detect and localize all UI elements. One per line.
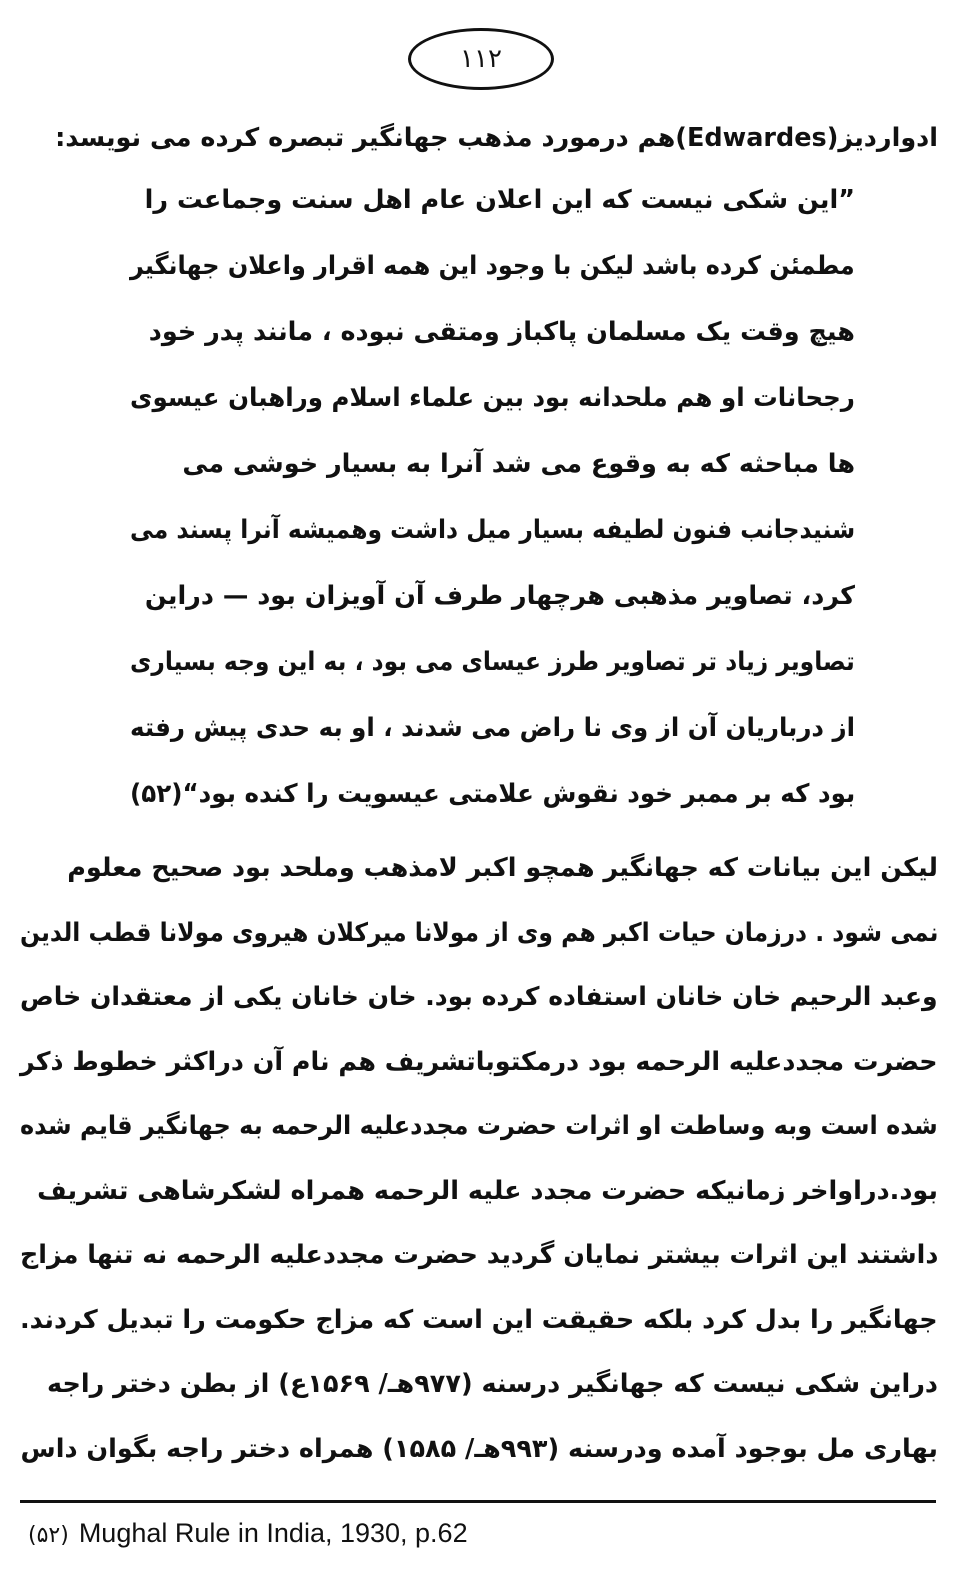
quoted-passage	[130, 180, 855, 840]
text-line: شنيدجانب فنون لطيفه بسيار ميل داشت وهميشه آنرا پسند مى	[129, 515, 855, 545]
text-line: ”اين شكى نيست كه اين اعلان عام اهل سنت وجماعت را	[144, 185, 855, 215]
footnote	[28, 1513, 468, 1553]
body-paragraphs	[20, 848, 938, 1498]
text-line: بود.دراواخر زمانيكه حضرت مجدد عليه الرحمه همراه لشكرشاهى تشريف	[37, 1175, 938, 1206]
text-line: رجحانات او هم ملحدانه بود بين علماء اسلام وراهبان عيسوى	[130, 383, 855, 413]
page-number: ۱۱۲	[408, 28, 554, 90]
text-line: شده است وبه وساطت او اثرات حضرت مجددعليه الرحمه به جهانگير قايم شده	[20, 1111, 938, 1141]
text-line: نمى شود . درزمان حيات اكبر هم وى از مولانا ميركلان هيروى مولانا قطب الدين	[19, 917, 938, 948]
text-line: دراين شكى نيست كه جهانگير درسنه (۹۷۷هـ/ ۱۵۶۹ع) از بطن دختر راجه	[47, 1369, 938, 1399]
text-line: وعبد الرحيم خان خانان استفاده كرده بود. خان خانان يكى از معتقدان خاص	[20, 982, 938, 1012]
text-line: ادوارديز(Edwardes)هم درمورد مذهب جهانگير تبصره كرده مى نويسد:	[55, 123, 938, 153]
text-line: ها مباحثه كه به وقوع مى شد آنرا به بسيار خوشى مى	[182, 449, 855, 479]
text-line: هيچ وقت يک مسلمان پاكباز ومتقى نبوده ، مانند پدر خود	[148, 317, 855, 347]
footnote-marker: (۵۲)	[28, 1523, 69, 1548]
text-line: كرد، تصاوير مذهبى هرچهار طرف آن آويزان بود — دراين	[144, 581, 855, 611]
text-line: مطمئن كرده باشد ليكن با وجود اين همه اقرار واعلان جهانگير	[130, 251, 855, 281]
text-line: جهانگير را بدل كرد بلكه حقيقت اين است كه مزاج حكومت را تبديل كردند.	[20, 1304, 938, 1335]
text-line: ليكن اين بيانات كه جهانگير همچو اكبر لامذهب وملحد بود صحيح معلوم	[67, 853, 938, 883]
text-line: تصاوير زياد تر تصاوير طرز عيساى مى بود ، به اين وجه بسيارى	[130, 647, 855, 677]
text-line: بهارى مل بوجود آمده ودرسنه (۹۹۳هـ/ ۱۵۸۵) همراه دختر راجه بگوان داس	[20, 1433, 938, 1464]
footnote-citation: Mughal Rule in India, 1930, p.62	[78, 1518, 468, 1548]
intro-paragraph	[20, 118, 938, 178]
text-line: حضرت مجددعليه الرحمه بود درمكتوباتشريف هم نام آن دراكثر خطوط ذكر	[20, 1046, 938, 1077]
text-line: از درباريان آن از وى نا راض مى شدند ، او به حدى پيش رفته	[129, 713, 855, 743]
text-line: داشتند اين اثرات بيشتر نمايان گرديد حضرت مجددعليه الرحمه نه تنها مزاج	[19, 1240, 938, 1270]
text-line: بود كه بر ممبر خود نقوش علامتى عيسويت را كنده بود“(۵۲)	[129, 779, 855, 809]
footnote-divider	[20, 1500, 936, 1503]
